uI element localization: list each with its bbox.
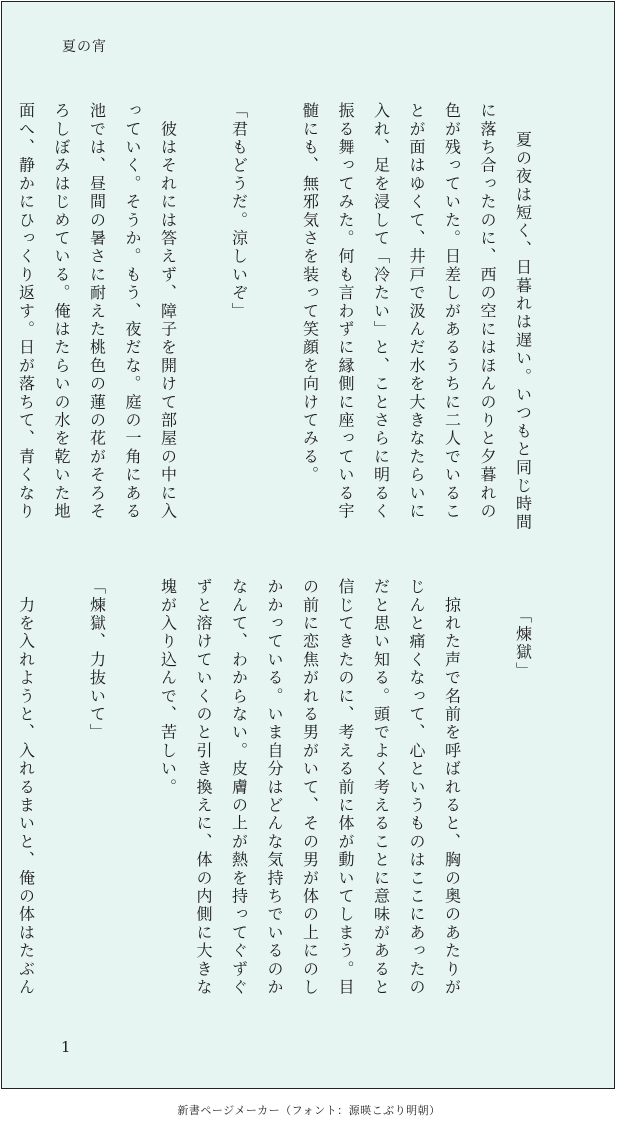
text-block-top <box>16 102 576 532</box>
paragraph: 「煉獄」 <box>513 607 533 680</box>
page-title: 夏の宵 <box>62 39 107 55</box>
paragraph: 「煉獄、力抜いて」 <box>87 578 107 742</box>
paragraph: 力を入れようと、入れるまいと、俺の体はたぶん <box>16 596 36 997</box>
paragraph: 夏の夜は短く、日暮れは遅い。いつもと同じ時間に落ち合ったのに、西の空にはほんのりと夕暮れの色が残っていた。日差しがあるうちに二人でいることが面はゆくて、井戸で汲んだ水を大きなたらいに入れ、足を浸して「冷たい」と、ことさらに明るく振る舞ってみた。何も言わずに縁側に座っている宇髄にも、無邪気さを装って笑顔を向けてみる。 <box>300 102 533 532</box>
text-block-bottom <box>16 578 576 1008</box>
page-sheet <box>1 1 615 1089</box>
footer-credit: 新書ページメーカー（フォント：源暎こぶり明朝） <box>177 1104 441 1117</box>
page-number: 1 <box>61 1038 71 1056</box>
paragraph: 掠れた声で名前を呼ばれると、胸の奥のあたりがじんと痛くなって、心というものはここにあったのだと思い知る。頭でよく考えることに意味があると信じてきたのに、考える前に体が動いてしまう。目の前に恋焦がれる男がいて、その男が体の上にのしかかっている。いま自分はどんな気持ちでいるのかなんて、わからない。皮膚の上が熱を持ってぐずぐずと溶けていくのと引き換えに、体の内側に大きな塊が入り込んで、苦しい。 <box>158 578 462 997</box>
paragraph: 彼はそれには答えず、障子を開けて部屋の中に入っていく。そうか。もう、夜だな。庭の一角にある池では、昼間の暑さに耐えた桃色の蓮の花がそろそろしぼみはじめている。俺はたらいの水を乾いた地面へ、静かにひっくり返す。日が落ちて、青くなり <box>16 102 178 521</box>
paragraph: 「君もどうだ。涼しいぞ」 <box>229 102 249 321</box>
